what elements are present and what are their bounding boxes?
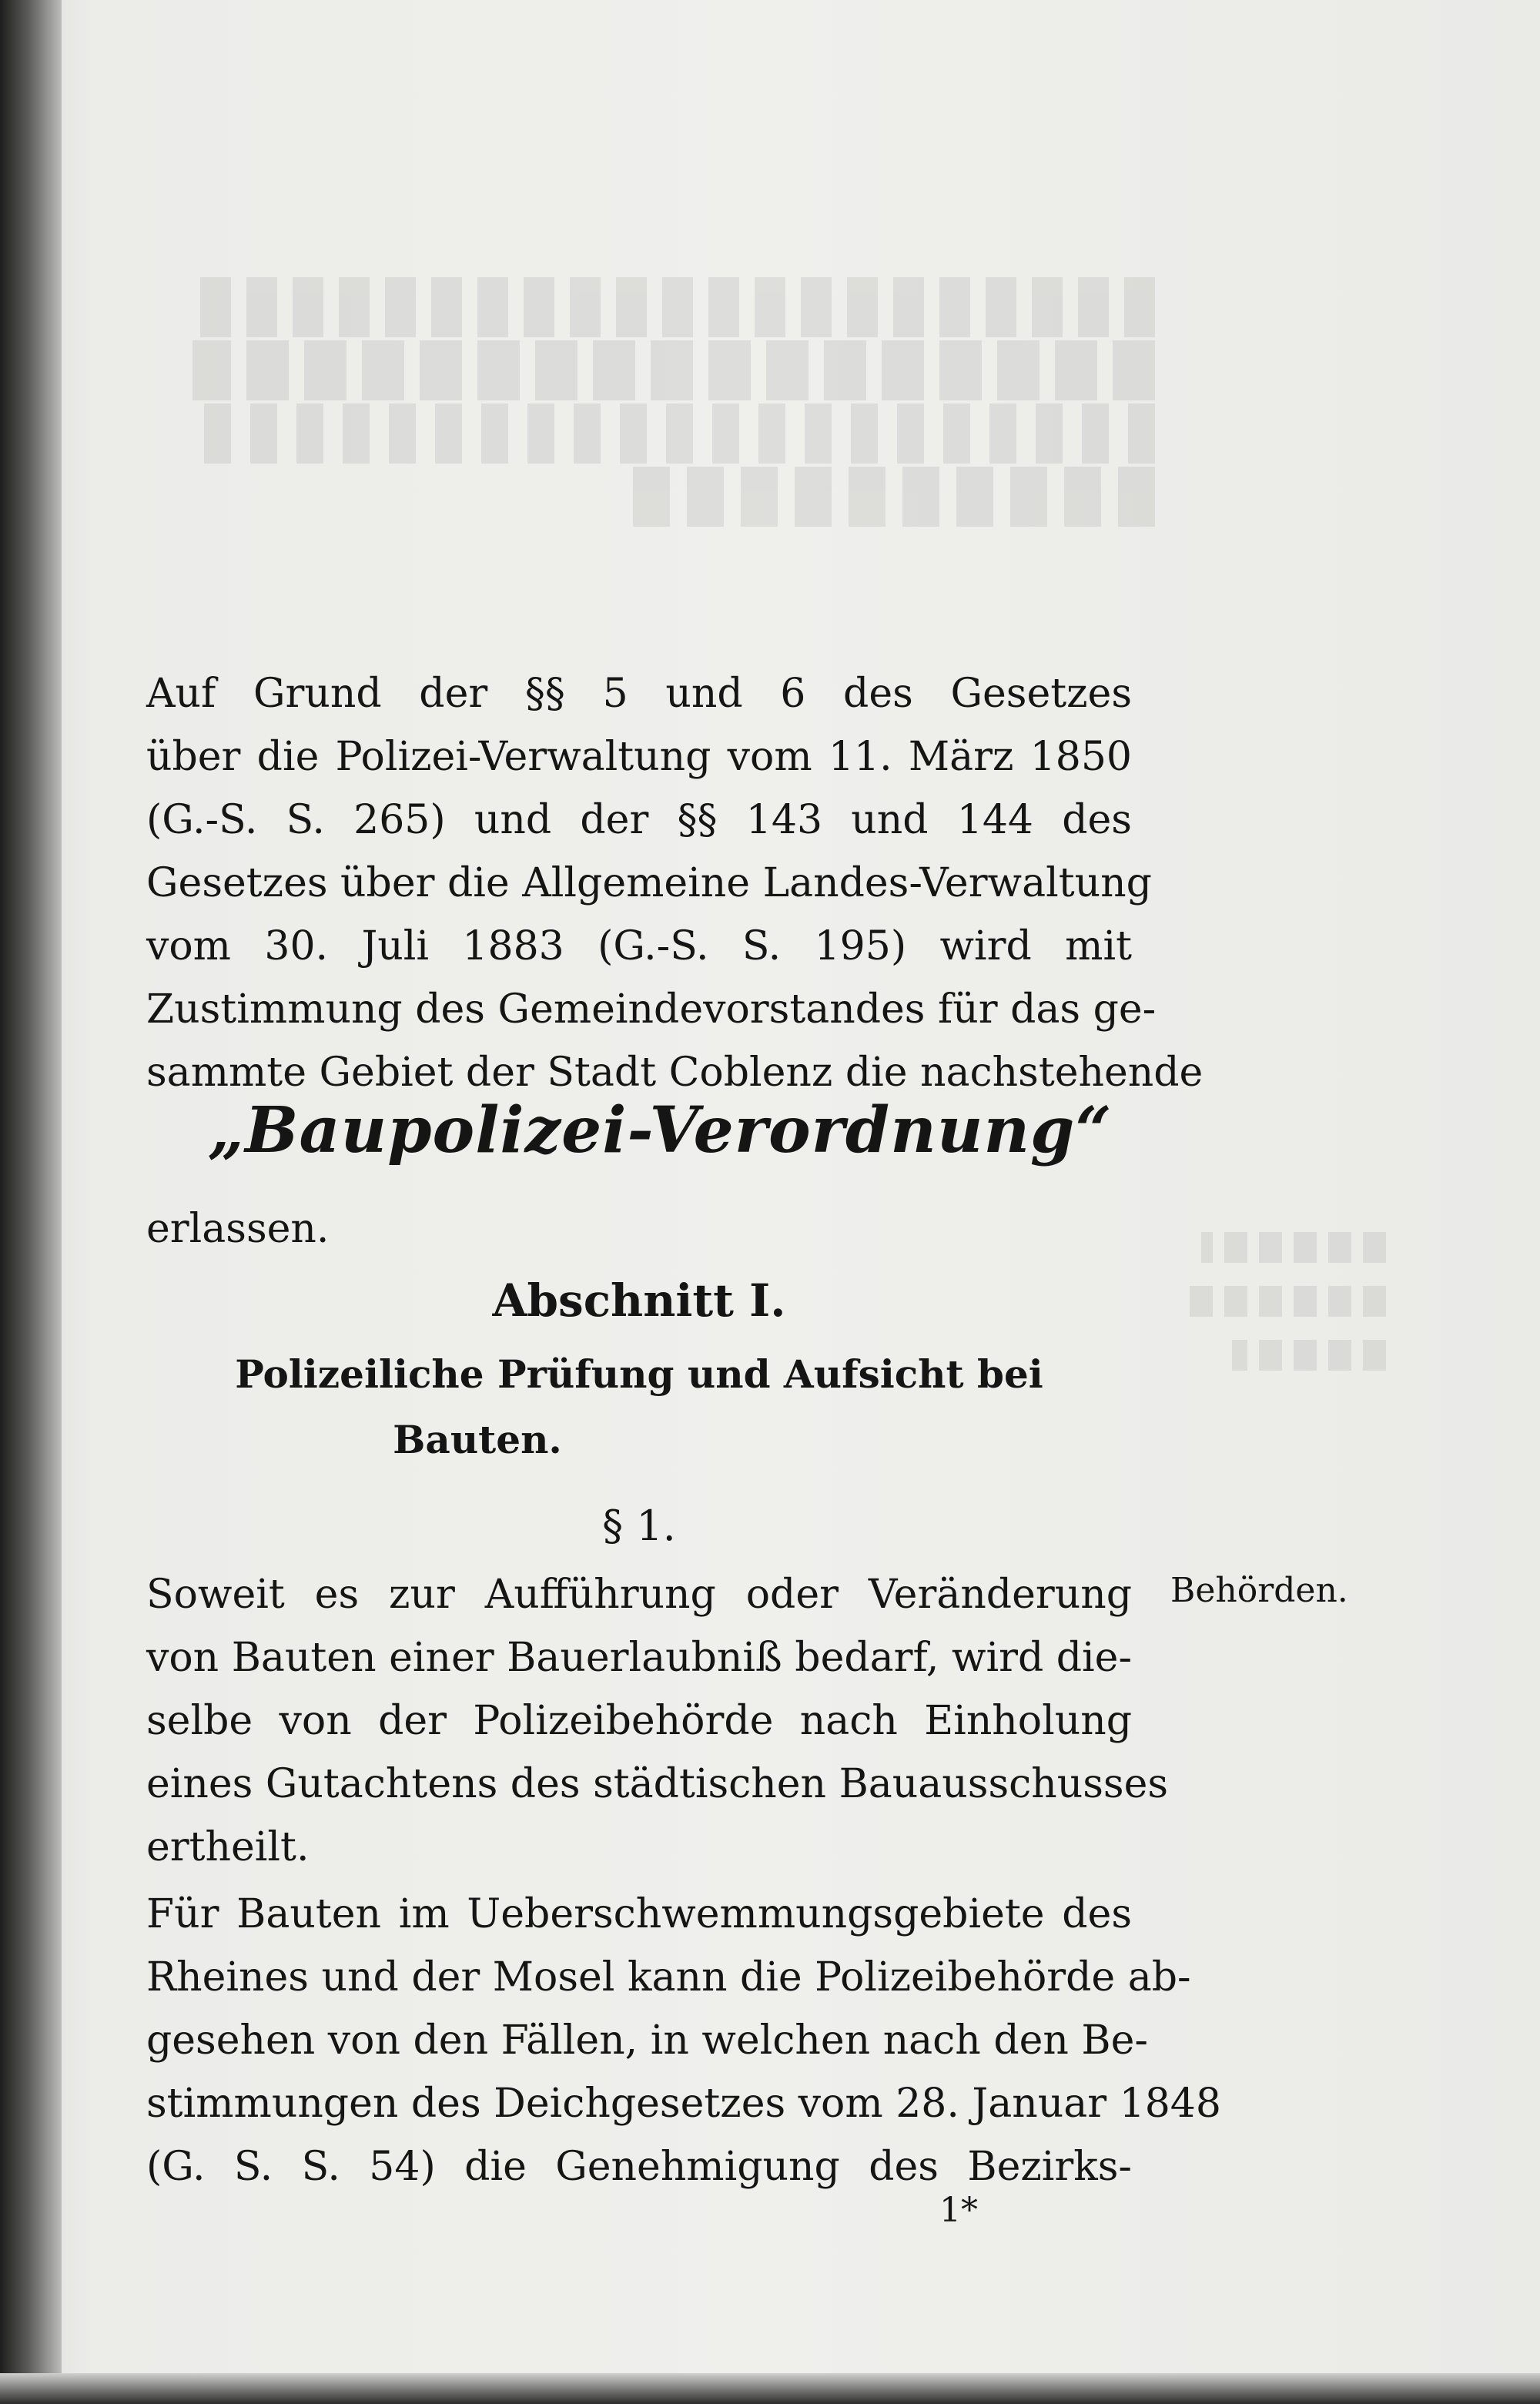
paragraph-section1-a bbox=[146, 1563, 1169, 1879]
text-line: vom 30. Juli 1883 (G.-S. S. 195) wird mit bbox=[146, 923, 1132, 969]
text-line: stimmungen des Deichgesetzes vom 28. Januar 1848 bbox=[146, 2081, 1221, 2127]
text-line: von Bauten einer Bauerlaubniß bedarf, wird die- bbox=[146, 1635, 1133, 1681]
text-line: (G.-S. S. 265) und der §§ 143 und 144 des bbox=[146, 797, 1132, 843]
closing-word: erlassen. bbox=[146, 1206, 330, 1252]
section-heading-line1: Polizeiliche Prüfung und Aufsicht bei bbox=[235, 1351, 1043, 1397]
text-line: eines Gutachtens des städtischen Bauausschusses bbox=[146, 1761, 1169, 1807]
text-line: sammte Gebiet der Stadt Coblenz die nachstehende bbox=[146, 1050, 1204, 1096]
text-line: Auf Grund der §§ 5 und 6 des Gesetzes bbox=[146, 671, 1132, 717]
text-line: selbe von der Polizeibehörde nach Einholung bbox=[146, 1698, 1132, 1744]
margin-note: Behörden. bbox=[1170, 1571, 1348, 1610]
document-title: „Baupolizei-Verordnung“ bbox=[208, 1093, 1113, 1167]
book-spine-shadow bbox=[0, 0, 62, 2404]
text-line: Soweit es zur Aufführung oder Veränderung bbox=[146, 1572, 1132, 1618]
text-line: Rheines und der Mosel kann die Polizeibehörde ab- bbox=[146, 1954, 1191, 2001]
section-heading-line2: Bauten. bbox=[393, 1417, 562, 1462]
text-line: (G. S. S. 54) die Genehmigung des Bezirks- bbox=[146, 2144, 1132, 2190]
closing-word-block bbox=[146, 1197, 1132, 1261]
text-line: Zustimmung des Gemeindevorstandes für das ge- bbox=[146, 986, 1157, 1033]
bleed-through-margin bbox=[1155, 1217, 1386, 1910]
text-line: über die Polizei-Verwaltung vom 11. März 1850 bbox=[146, 734, 1132, 780]
page-signature: 1* bbox=[939, 2191, 978, 2230]
paragraph-mark: § 1. bbox=[602, 1502, 676, 1550]
text-line: gesehen von den Fällen, in welchen nach den Be- bbox=[146, 2017, 1148, 2064]
page-bottom-shadow bbox=[0, 2373, 1540, 2404]
paragraph-section1-b bbox=[146, 1883, 1221, 2198]
paragraph-enacting-clause bbox=[146, 662, 1204, 1104]
section-label: Abschnitt I. bbox=[492, 1274, 786, 1327]
text-line: Für Bauten im Ueberschwemmungsgebiete des bbox=[146, 1891, 1132, 1937]
bleed-through-upper bbox=[154, 262, 1155, 724]
text-line: Gesetzes über die Allgemeine Landes-Verwaltung bbox=[146, 860, 1152, 906]
text-line: ertheilt. bbox=[146, 1824, 310, 1870]
